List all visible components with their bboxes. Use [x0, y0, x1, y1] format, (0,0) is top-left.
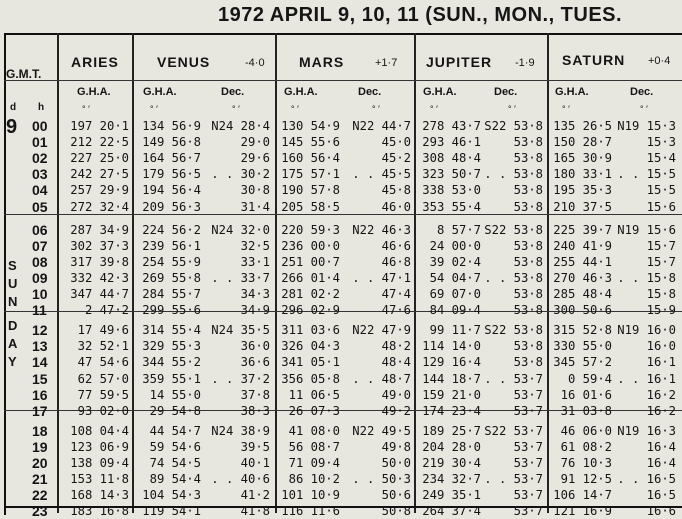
saturn-dec-cell: 16·0 [646, 339, 676, 354]
aries-gha-cell: 2 47·2 [84, 303, 129, 318]
hour-label: 06 [32, 221, 48, 238]
venus-dec-cell: 40·1 [240, 456, 270, 470]
venus-gha-cell: 164 56·7 [142, 151, 201, 166]
venus-gha-cell: 269 55·8 [142, 270, 201, 285]
mars-gha-cell: 266 01·4 [281, 270, 340, 285]
mars-gha-cell: 26 07·3 [288, 403, 340, 418]
aries-gha-cell: 347 44·7 [70, 287, 129, 301]
jupiter-gha-cell: 99 11·7 [429, 323, 481, 338]
venus-dec-cell: 34·3 [240, 287, 270, 301]
mars-dec-cell: 50·0 [381, 456, 411, 470]
aries-gha-cell: 302 37·3 [70, 238, 129, 253]
venus-gha-cell: 329 55·3 [142, 339, 201, 354]
aries-gha-cell: 227 25·0 [70, 151, 129, 166]
mars-dec-cell: N22 46·3 [352, 222, 411, 237]
saturn-dec-cell: N19 16·3 [617, 423, 676, 438]
jupiter-gha-cell: 8 57·7 [436, 222, 481, 237]
unit-marks: ° ′ [372, 104, 380, 114]
mars-gha-cell: 205 58·5 [281, 199, 340, 214]
venus-dec-cell: 32·5 [240, 238, 270, 253]
saturn-dec-cell: 16·6 [646, 504, 676, 519]
column-divider [547, 33, 549, 513]
mars-dec-cell: 45·8 [381, 183, 411, 198]
hour-label: 01 [32, 134, 48, 151]
day-column-label: d [10, 102, 17, 113]
jupiter-gha-cell: 24 00·0 [429, 238, 481, 253]
jupiter-gha-label: G.H.A. [423, 86, 457, 98]
saturn-dec-cell: 16·2 [646, 387, 676, 402]
hour-label: 15 [32, 370, 48, 387]
mars-dec-cell: . . 45·5 [352, 167, 411, 182]
aries-gha-cell: 123 06·9 [70, 439, 129, 454]
venus-gha-cell: 209 56·3 [142, 199, 201, 214]
jupiter-dec-cell: S22 53·8 [484, 119, 543, 133]
jupiter-dec-cell: 53·7 [513, 488, 543, 503]
venus-gha-cell: 14 55·0 [149, 387, 201, 402]
day-name-letter: D [8, 318, 18, 333]
jupiter-gha-cell: 69 07·0 [429, 287, 481, 301]
unit-marks: ° ′ [232, 104, 240, 114]
gmt-label: G.M.T. [6, 67, 42, 81]
jupiter-gha-cell: 144 18·7 [422, 371, 481, 386]
saturn-magnitude: +0·4 [648, 55, 671, 67]
mars-dec-cell: 47·4 [381, 287, 411, 301]
saturn-dec-cell: 16·4 [646, 439, 676, 454]
aries-header: ARIES [71, 54, 119, 70]
page-title: 1972 APRIL 9, 10, 11 (SUN., MON., TUES. [218, 4, 623, 26]
mars-gha-cell: 296 02·9 [281, 303, 340, 318]
unit-marks: ° ′ [82, 104, 90, 114]
hour-label: 04 [32, 182, 48, 199]
jupiter-header: JUPITER [426, 54, 493, 70]
jupiter-dec-cell: 53·8 [513, 287, 543, 301]
saturn-gha-cell: 0 59·4 [567, 371, 612, 386]
hour-column-label: h [38, 102, 45, 113]
venus-gha-cell: 314 55·4 [142, 323, 201, 338]
saturn-dec-cell: 16·1 [646, 355, 676, 370]
hour-label: 09 [32, 269, 48, 286]
aries-gha-cell: 183 16·8 [70, 504, 129, 519]
jupiter-gha-cell: 174 23·4 [422, 403, 481, 418]
saturn-gha-cell: 76 10·3 [560, 456, 612, 470]
saturn-dec-cell: 15·8 [646, 287, 676, 301]
saturn-gha-cell: 315 52·8 [553, 323, 612, 338]
mars-dec-cell: 46·8 [381, 254, 411, 269]
aries-gha-cell: 153 11·8 [70, 472, 129, 487]
hour-label: 18 [32, 422, 48, 439]
mars-dec-cell: 45·0 [381, 135, 411, 150]
saturn-gha-cell: 31 03·8 [560, 403, 612, 418]
aries-gha-cell: 47 54·6 [77, 355, 129, 370]
hour-label: 21 [32, 471, 48, 488]
jupiter-gha-cell: 308 48·4 [422, 151, 481, 166]
saturn-gha-cell: 106 14·7 [553, 488, 612, 503]
column-divider [275, 33, 277, 513]
mars-gha-cell: 71 09·4 [288, 456, 340, 470]
jupiter-dec-cell: . . 53·7 [484, 472, 543, 487]
day-number: 9 [6, 116, 18, 138]
jupiter-gha-cell: 204 28·0 [422, 439, 481, 454]
mars-dec-cell: N22 44·7 [352, 119, 411, 133]
unit-marks: ° ′ [562, 104, 570, 114]
jupiter-dec-cell: 53·8 [513, 238, 543, 253]
jupiter-dec-cell: 53·8 [513, 355, 543, 370]
venus-gha-cell: 29 54·8 [149, 403, 201, 418]
mars-gha-cell: 86 10·2 [288, 472, 340, 487]
mars-gha-cell: 311 03·6 [281, 323, 340, 338]
aries-gha-cell: 168 14·3 [70, 488, 129, 503]
venus-dec-cell: 30·8 [240, 183, 270, 198]
saturn-dec-cell: 15·9 [646, 303, 676, 318]
unit-marks: ° ′ [640, 104, 648, 114]
venus-dec-cell: 39·5 [240, 439, 270, 454]
hour-label: 13 [32, 338, 48, 355]
day-name-letter: S [8, 258, 17, 273]
unit-marks: ° ′ [430, 104, 438, 114]
venus-dec-cell: 29·0 [240, 135, 270, 150]
hour-label: 03 [32, 166, 48, 183]
saturn-dec-cell: 16·4 [646, 456, 676, 470]
mars-gha-cell: 41 08·0 [288, 423, 340, 438]
saturn-gha-cell: 270 46·3 [553, 270, 612, 285]
saturn-gha-cell: 91 12·5 [560, 472, 612, 487]
mars-gha-cell: 341 05·1 [281, 355, 340, 370]
mars-dec-cell: 47·6 [381, 303, 411, 318]
venus-dec-cell: N24 32·0 [211, 222, 270, 237]
saturn-header: SATURN [562, 52, 626, 68]
venus-gha-cell: 254 55·9 [142, 254, 201, 269]
jupiter-gha-cell: 219 30·4 [422, 456, 481, 470]
header-divider [4, 80, 682, 81]
mars-gha-cell: 160 56·4 [281, 151, 340, 166]
aries-gha-cell: 287 34·9 [70, 222, 129, 237]
venus-dec-cell: 34·9 [240, 303, 270, 318]
saturn-dec-cell: 15·5 [646, 183, 676, 198]
saturn-dec-cell: 15·4 [646, 151, 676, 166]
jupiter-dec-cell: . . 53·8 [484, 167, 543, 182]
group-divider [4, 214, 682, 215]
aries-gha-cell: 257 29·9 [70, 183, 129, 198]
aries-gha-cell: 62 57·0 [77, 371, 129, 386]
mars-gha-cell: 281 02·2 [281, 287, 340, 301]
jupiter-dec-cell: 53·7 [513, 439, 543, 454]
hour-label: 00 [32, 118, 48, 134]
mars-dec-cell: 48·4 [381, 355, 411, 370]
jupiter-dec-cell: 53·8 [513, 339, 543, 354]
venus-gha-cell: 134 56·9 [142, 119, 201, 133]
saturn-dec-cell: . . 15·5 [617, 167, 676, 182]
aries-gha-cell: 242 27·5 [70, 167, 129, 182]
venus-dec-cell: 36·0 [240, 339, 270, 354]
hour-label: 19 [32, 438, 48, 455]
saturn-gha-cell: 285 48·4 [553, 287, 612, 301]
venus-gha-label: G.H.A. [143, 86, 177, 98]
saturn-gha-cell: 225 39·7 [553, 222, 612, 237]
venus-gha-cell: 44 54·7 [149, 423, 201, 438]
mars-dec-cell: 45·2 [381, 151, 411, 166]
hour-label: 11 [32, 302, 47, 319]
aries-gha-cell: 138 09·4 [70, 456, 129, 470]
saturn-dec-cell: . . 16·5 [617, 472, 676, 487]
aries-gha-cell: 272 32·4 [70, 199, 129, 214]
venus-dec-cell: 36·6 [240, 355, 270, 370]
venus-dec-cell: 31·4 [240, 199, 270, 214]
venus-dec-cell: . . 40·6 [211, 472, 270, 487]
aries-gha-cell: 77 59·5 [77, 387, 129, 402]
mars-dec-cell: 49·0 [381, 387, 411, 402]
mars-gha-cell: 326 04·3 [281, 339, 340, 354]
mars-dec-cell: 46·0 [381, 199, 411, 214]
venus-gha-cell: 89 54·4 [149, 472, 201, 487]
mars-header: MARS [299, 54, 345, 70]
venus-gha-cell: 224 56·2 [142, 222, 201, 237]
saturn-gha-cell: 195 35·3 [553, 183, 612, 198]
mars-gha-cell: 56 08·7 [288, 439, 340, 454]
aries-gha-cell: 32 52·1 [77, 339, 129, 354]
venus-gha-cell: 74 54·5 [149, 456, 201, 470]
saturn-gha-cell: 121 16·9 [553, 504, 612, 519]
hour-label: 05 [32, 198, 48, 215]
mars-dec-cell: N22 47·9 [352, 323, 411, 338]
venus-dec-cell: 29·6 [240, 151, 270, 166]
mars-dec-label: Dec. [358, 86, 382, 98]
mars-dec-cell: 49·2 [381, 403, 411, 418]
aries-gha-cell: 332 42·3 [70, 270, 129, 285]
hour-label: 16 [32, 386, 48, 403]
saturn-dec-cell: . . 15·8 [617, 270, 676, 285]
saturn-dec-cell: N19 16·0 [617, 323, 676, 338]
jupiter-dec-cell: 53·8 [513, 303, 543, 318]
jupiter-dec-cell: 53·7 [513, 387, 543, 402]
jupiter-gha-cell: 249 35·1 [422, 488, 481, 503]
venus-dec-cell: 33·1 [240, 254, 270, 269]
hour-label: 10 [32, 286, 48, 302]
mars-gha-cell: 175 57·1 [281, 167, 340, 182]
venus-dec-label: Dec. [221, 86, 245, 98]
jupiter-dec-cell: 53·8 [513, 135, 543, 150]
day-name-letter: A [8, 336, 18, 351]
unit-marks: ° ′ [508, 104, 516, 114]
mars-dec-cell: N22 49·5 [352, 423, 411, 438]
aries-gha-cell: 93 02·0 [77, 403, 129, 418]
saturn-dec-cell: N19 15·3 [617, 119, 676, 133]
hour-label: 20 [32, 455, 48, 471]
jupiter-dec-cell: 53·8 [513, 199, 543, 214]
jupiter-gha-cell: 323 50·7 [422, 167, 481, 182]
aries-gha-cell: 212 22·5 [70, 135, 129, 150]
venus-gha-cell: 119 54·1 [142, 504, 201, 519]
venus-dec-cell: . . 30·2 [211, 167, 270, 182]
jupiter-dec-cell: 53·8 [513, 254, 543, 269]
jupiter-gha-cell: 353 55·4 [422, 199, 481, 214]
mars-gha-label: G.H.A. [284, 86, 318, 98]
hour-label: 12 [32, 322, 48, 339]
saturn-gha-cell: 345 57·2 [553, 355, 612, 370]
mars-dec-cell: . . 47·1 [352, 270, 411, 285]
mars-gha-cell: 220 59·3 [281, 222, 340, 237]
hour-label: 17 [32, 402, 48, 419]
venus-magnitude: -4·0 [245, 57, 265, 69]
jupiter-dec-cell: S22 53·8 [484, 222, 543, 237]
mars-gha-cell: 145 55·6 [281, 135, 340, 150]
venus-gha-cell: 239 56·1 [142, 238, 201, 253]
venus-dec-cell: 37·8 [240, 387, 270, 402]
hour-label: 02 [32, 150, 48, 167]
aries-gha-cell: 197 20·1 [70, 119, 129, 133]
hour-label: 14 [32, 354, 48, 371]
mars-dec-cell: 46·6 [381, 238, 411, 253]
hour-label: 22 [32, 487, 48, 504]
saturn-dec-cell: 15·6 [646, 199, 676, 214]
venus-dec-cell: . . 33·7 [211, 270, 270, 285]
jupiter-gha-cell: 189 25·7 [422, 423, 481, 438]
mars-gha-cell: 130 54·9 [281, 119, 340, 133]
saturn-gha-cell: 150 28·7 [553, 135, 612, 150]
mars-gha-cell: 101 10·9 [281, 488, 340, 503]
saturn-gha-cell: 16 01·6 [560, 387, 612, 402]
jupiter-gha-cell: 264 37·4 [422, 504, 481, 519]
venus-gha-cell: 359 55·1 [142, 371, 201, 386]
jupiter-gha-cell: 129 16·4 [422, 355, 481, 370]
jupiter-dec-label: Dec. [494, 86, 518, 98]
venus-dec-cell: . . 37·2 [211, 371, 270, 386]
jupiter-gha-cell: 159 21·0 [422, 387, 481, 402]
venus-dec-cell: N24 38·9 [211, 423, 270, 438]
day-name-letter: N [8, 294, 18, 309]
mars-dec-cell: 48·2 [381, 339, 411, 354]
jupiter-gha-cell: 278 43·7 [422, 119, 481, 133]
venus-dec-cell: 41·2 [240, 488, 270, 503]
day-name-letter: U [8, 276, 18, 291]
saturn-gha-label: G.H.A. [555, 86, 589, 98]
column-divider [132, 33, 134, 513]
jupiter-gha-cell: 338 53·0 [422, 183, 481, 198]
jupiter-gha-cell: 234 32·7 [422, 472, 481, 487]
venus-gha-cell: 59 54·6 [149, 439, 201, 454]
saturn-dec-cell: 15·7 [646, 238, 676, 253]
jupiter-dec-cell: S22 53·8 [484, 323, 543, 338]
unit-marks: ° ′ [150, 104, 158, 114]
mars-dec-cell: 50·6 [381, 488, 411, 503]
jupiter-gha-cell: 39 02·4 [429, 254, 481, 269]
venus-dec-cell: N24 35·5 [211, 323, 270, 338]
saturn-gha-cell: 255 44·1 [553, 254, 612, 269]
saturn-gha-cell: 180 33·1 [553, 167, 612, 182]
mars-gha-cell: 356 05·8 [281, 371, 340, 386]
mars-gha-cell: 116 11·6 [281, 504, 340, 519]
saturn-dec-cell: 16·5 [646, 488, 676, 503]
venus-gha-cell: 194 56·4 [142, 183, 201, 198]
day-name-letter: Y [8, 354, 17, 369]
jupiter-dec-cell: 53·8 [513, 183, 543, 198]
venus-gha-cell: 149 56·8 [142, 135, 201, 150]
aries-gha-cell: 17 49·6 [77, 323, 129, 338]
hour-label: 07 [32, 237, 48, 254]
jupiter-dec-cell: 53·7 [513, 504, 543, 519]
mars-gha-cell: 251 00·7 [281, 254, 340, 269]
jupiter-magnitude: -1·9 [515, 57, 535, 69]
jupiter-gha-cell: 84 09·4 [429, 303, 481, 318]
saturn-gha-cell: 61 08·2 [560, 439, 612, 454]
jupiter-gha-cell: 114 14·0 [422, 339, 481, 354]
column-divider [57, 33, 59, 513]
saturn-gha-cell: 135 26·5 [553, 119, 612, 133]
saturn-dec-cell: . . 16·1 [617, 371, 676, 386]
saturn-dec-cell: 15·7 [646, 254, 676, 269]
mars-dec-cell: . . 50·3 [352, 472, 411, 487]
unit-marks: ° ′ [291, 104, 299, 114]
jupiter-gha-cell: 54 04·7 [429, 270, 481, 285]
venus-gha-cell: 104 54·3 [142, 488, 201, 503]
jupiter-dec-cell: 53·7 [513, 403, 543, 418]
mars-magnitude: +1·7 [375, 57, 398, 69]
venus-gha-cell: 179 56·5 [142, 167, 201, 182]
venus-gha-cell: 284 55·7 [142, 287, 201, 301]
jupiter-dec-cell: . . 53·8 [484, 270, 543, 285]
mars-gha-cell: 190 57·8 [281, 183, 340, 198]
mars-dec-cell: . . 48·7 [352, 371, 411, 386]
jupiter-dec-cell: S22 53·7 [484, 423, 543, 438]
column-divider [414, 33, 416, 513]
saturn-gha-cell: 240 41·9 [553, 238, 612, 253]
mars-gha-cell: 11 06·5 [288, 387, 340, 402]
saturn-dec-cell: 15·3 [646, 135, 676, 150]
saturn-gha-cell: 300 50·6 [553, 303, 612, 318]
saturn-dec-label: Dec. [630, 86, 654, 98]
saturn-dec-cell: 16·2 [646, 403, 676, 418]
venus-header: VENUS [157, 54, 211, 70]
jupiter-dec-cell: . . 53·7 [484, 371, 543, 386]
jupiter-dec-cell: 53·8 [513, 151, 543, 166]
mars-dec-cell: 50·8 [381, 504, 411, 519]
aries-gha-cell: 108 04·4 [70, 423, 129, 438]
saturn-dec-cell: N19 15·6 [617, 222, 676, 237]
aries-gha-cell: 317 39·8 [70, 254, 129, 269]
saturn-gha-cell: 210 37·5 [553, 199, 612, 214]
jupiter-gha-cell: 293 46·1 [422, 135, 481, 150]
venus-gha-cell: 299 55·6 [142, 303, 201, 318]
venus-dec-cell: N24 28·4 [211, 119, 270, 133]
hour-label: 08 [32, 253, 48, 270]
saturn-gha-cell: 46 06·0 [560, 423, 612, 438]
venus-dec-cell: 41·8 [240, 504, 270, 519]
mars-gha-cell: 236 00·0 [281, 238, 340, 253]
hour-label: 23 [32, 503, 48, 519]
venus-gha-cell: 344 55·2 [142, 355, 201, 370]
aries-gha-label: G.H.A. [77, 86, 111, 98]
venus-dec-cell: 38·3 [240, 403, 270, 418]
saturn-gha-cell: 330 55·0 [553, 339, 612, 354]
jupiter-dec-cell: 53·7 [513, 456, 543, 470]
saturn-gha-cell: 165 30·9 [553, 151, 612, 166]
mars-dec-cell: 49·8 [381, 439, 411, 454]
